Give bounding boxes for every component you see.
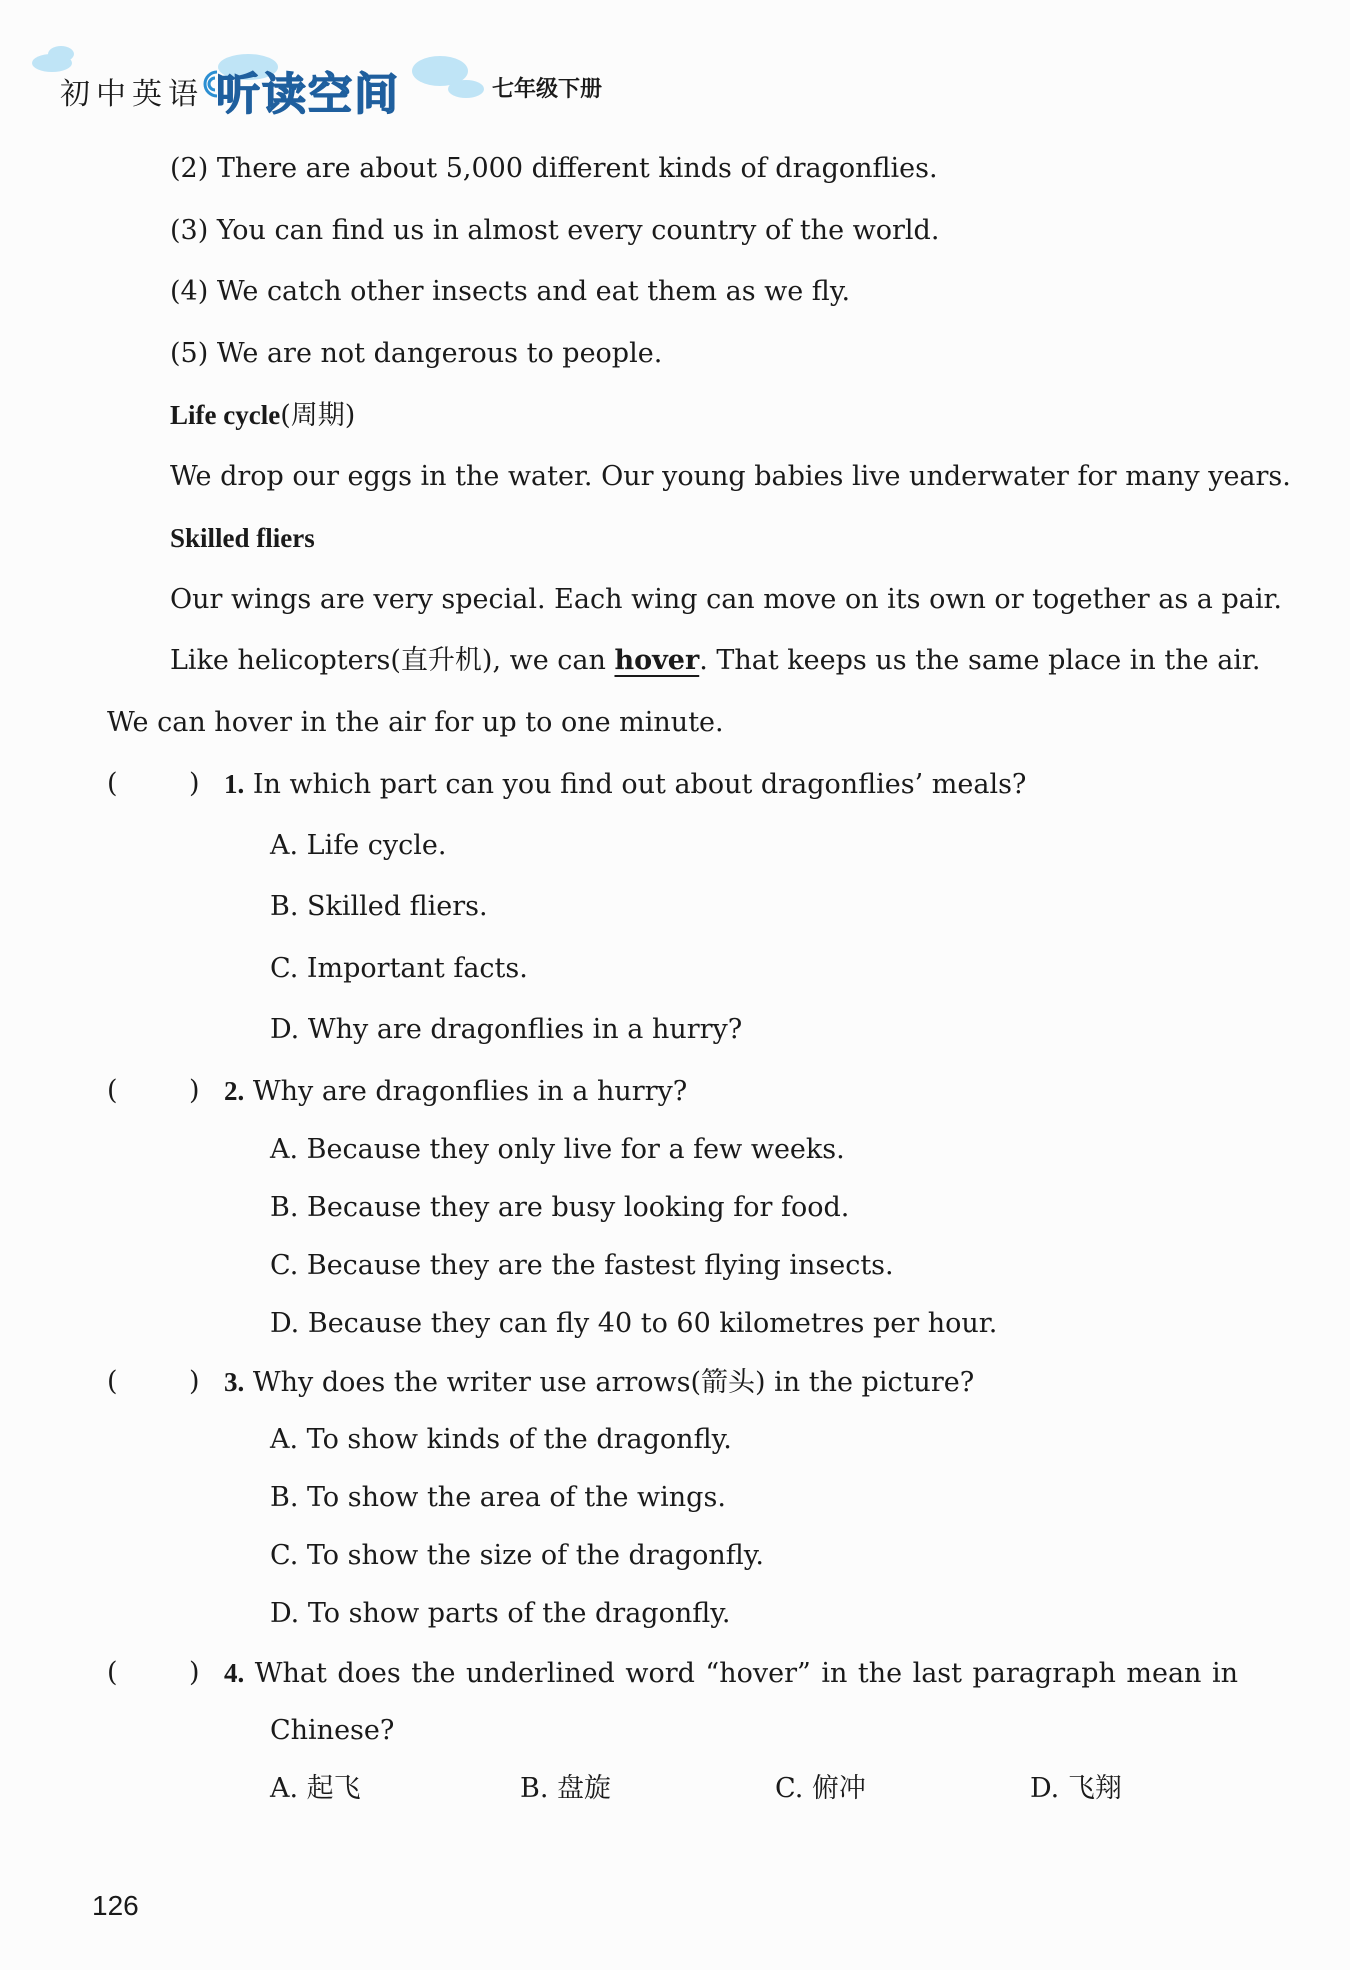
paragraph-text: . That keeps us the same place in the air. bbox=[699, 645, 1261, 676]
option: A. To show kinds of the dragonfly. bbox=[270, 1424, 732, 1455]
option: C. Because they are the fastest flying insects. bbox=[270, 1250, 894, 1281]
answer-blank[interactable] bbox=[107, 1365, 200, 1399]
answer-paren-close: ) bbox=[189, 1075, 200, 1106]
answer-blank[interactable] bbox=[107, 1074, 200, 1108]
fact-line: (4) We catch other insects and eat them as we fly. bbox=[170, 276, 851, 307]
page-number: 126 bbox=[92, 1890, 139, 1921]
option: A. 起飞 bbox=[270, 1773, 361, 1804]
answer-paren-close: ) bbox=[189, 768, 200, 799]
option: B. Skilled fliers. bbox=[270, 891, 488, 922]
question-2 bbox=[224, 1074, 687, 1109]
option: C. 俯冲 bbox=[775, 1773, 866, 1804]
section-heading-life-cycle bbox=[170, 398, 355, 433]
page-header bbox=[40, 52, 740, 132]
option: B. Because they are busy looking for food. bbox=[270, 1192, 850, 1223]
question-1 bbox=[224, 767, 1026, 802]
option: B. To show the area of the wings. bbox=[270, 1482, 726, 1513]
option: C. To show the size of the dragonfly. bbox=[270, 1540, 764, 1571]
fact-line: (3) You can find us in almost every country of the world. bbox=[170, 215, 940, 246]
series-brand: 听读空间 bbox=[216, 69, 400, 120]
paragraph: We drop our eggs in the water. Our young babies live underwater for many years. bbox=[170, 461, 1291, 492]
paragraph-text: Like helicopters(直升机), we can bbox=[170, 645, 615, 676]
heading-text: Life cycle bbox=[170, 400, 281, 430]
question-text: In which part can you find out about dragonflies’ meals? bbox=[252, 769, 1027, 800]
question-4 bbox=[224, 1656, 1238, 1691]
question-text: Why does the writer use arrows(箭头) in the picture? bbox=[252, 1367, 975, 1398]
question-text-continued: Chinese? bbox=[270, 1715, 395, 1746]
underlined-word: hover bbox=[614, 645, 700, 676]
section-heading-skilled-fliers: Skilled fliers bbox=[170, 523, 315, 553]
answer-paren-open: ( bbox=[107, 1657, 118, 1688]
cloud-decoration bbox=[448, 80, 484, 98]
option: D. Why are dragonflies in a hurry? bbox=[270, 1014, 743, 1045]
heading-translation: (周期) bbox=[280, 400, 356, 431]
option: A. Because they only live for a few weeks. bbox=[270, 1134, 845, 1165]
option: B. 盘旋 bbox=[520, 1773, 612, 1804]
grade-label: 七年级下册 bbox=[492, 77, 603, 102]
series-title: 初中英语 bbox=[60, 77, 204, 112]
paragraph: Our wings are very special. Each wing can move on its own or together as a pair. bbox=[170, 584, 1283, 615]
answer-paren-open: ( bbox=[107, 768, 118, 799]
question-number: 1. bbox=[224, 769, 245, 799]
answer-paren-close: ) bbox=[189, 1657, 200, 1688]
option: D. 飞翔 bbox=[1030, 1773, 1122, 1804]
question-3 bbox=[224, 1365, 974, 1400]
question-number: 3. bbox=[224, 1367, 245, 1397]
question-text: Why are dragonflies in a hurry? bbox=[252, 1076, 688, 1107]
fact-line: (5) We are not dangerous to people. bbox=[170, 338, 663, 369]
answer-paren-open: ( bbox=[107, 1366, 118, 1397]
answer-paren-close: ) bbox=[189, 1366, 200, 1397]
question-text: What does the underlined word “hover” in the last paragraph mean in bbox=[254, 1658, 1238, 1689]
option: C. Important facts. bbox=[270, 953, 528, 984]
option: A. Life cycle. bbox=[270, 830, 447, 861]
answer-blank[interactable] bbox=[107, 1656, 200, 1690]
option: D. Because they can fly 40 to 60 kilometres per hour. bbox=[270, 1308, 998, 1339]
question-number: 4. bbox=[224, 1658, 245, 1688]
paragraph: We can hover in the air for up to one minute. bbox=[107, 707, 724, 738]
answer-paren-open: ( bbox=[107, 1075, 118, 1106]
question-number: 2. bbox=[224, 1076, 245, 1106]
option: D. To show parts of the dragonfly. bbox=[270, 1598, 731, 1629]
paragraph bbox=[170, 644, 1260, 678]
answer-blank[interactable] bbox=[107, 767, 200, 801]
fact-line: (2) There are about 5,000 different kinds of dragonflies. bbox=[170, 153, 938, 184]
cloud-decoration bbox=[48, 46, 74, 62]
